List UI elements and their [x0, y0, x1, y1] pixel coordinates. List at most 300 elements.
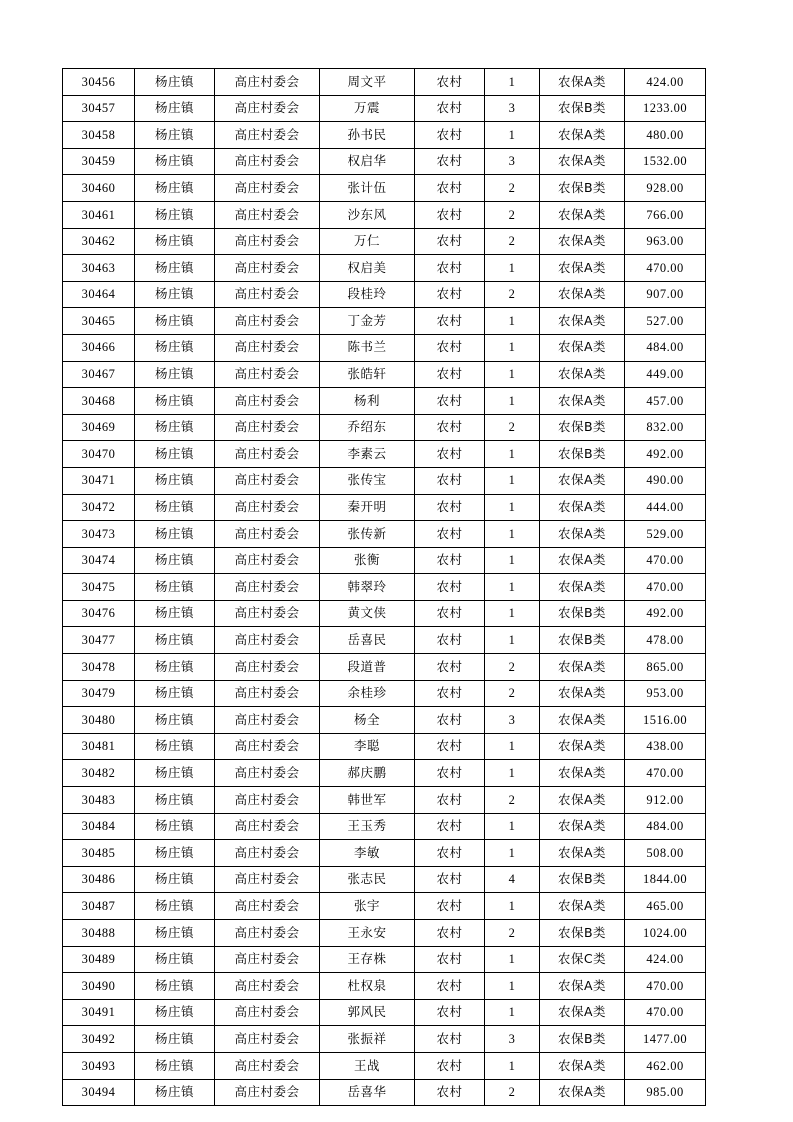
cell-town: 杨庄镇 — [135, 1079, 215, 1106]
cell-people: 1 — [485, 255, 540, 282]
cell-people: 1 — [485, 334, 540, 361]
cell-amount: 1024.00 — [625, 920, 706, 947]
cell-village: 高庄村委会 — [215, 494, 320, 521]
cell-village: 高庄村委会 — [215, 175, 320, 202]
cell-amount: 444.00 — [625, 494, 706, 521]
table-row — [63, 893, 706, 920]
cell-household-type: 农村 — [415, 547, 485, 574]
cell-category: 农保A类 — [540, 680, 625, 707]
cell-people: 1 — [485, 760, 540, 787]
table-row — [63, 361, 706, 388]
cell-household-type: 农村 — [415, 175, 485, 202]
cell-name: 岳喜民 — [320, 627, 415, 654]
cell-people: 1 — [485, 122, 540, 149]
cell-town: 杨庄镇 — [135, 920, 215, 947]
cell-category: 农保A类 — [540, 999, 625, 1026]
cell-amount: 1532.00 — [625, 148, 706, 175]
cell-people: 1 — [485, 1052, 540, 1079]
cell-village: 高庄村委会 — [215, 866, 320, 893]
cell-name: 段道普 — [320, 654, 415, 681]
table-row — [63, 707, 706, 734]
cell-category: 农保B类 — [540, 441, 625, 468]
table-row — [63, 574, 706, 601]
cell-people: 1 — [485, 494, 540, 521]
cell-name: 王永安 — [320, 920, 415, 947]
cell-people: 1 — [485, 627, 540, 654]
cell-town: 杨庄镇 — [135, 600, 215, 627]
cell-name: 李敏 — [320, 840, 415, 867]
table-row — [63, 255, 706, 282]
cell-household-type: 农村 — [415, 707, 485, 734]
cell-people: 1 — [485, 69, 540, 96]
cell-name: 杜权泉 — [320, 973, 415, 1000]
cell-village: 高庄村委会 — [215, 787, 320, 814]
cell-people: 1 — [485, 441, 540, 468]
table-row — [63, 760, 706, 787]
cell-id: 30471 — [63, 467, 135, 494]
cell-amount: 912.00 — [625, 787, 706, 814]
cell-category: 农保B类 — [540, 866, 625, 893]
cell-name: 张传宝 — [320, 467, 415, 494]
cell-amount: 470.00 — [625, 760, 706, 787]
cell-household-type: 农村 — [415, 654, 485, 681]
cell-household-type: 农村 — [415, 122, 485, 149]
table-row — [63, 1026, 706, 1053]
subsidy-table — [62, 68, 706, 1106]
cell-category: 农保A类 — [540, 574, 625, 601]
cell-household-type: 农村 — [415, 946, 485, 973]
table-row — [63, 866, 706, 893]
cell-id: 30479 — [63, 680, 135, 707]
cell-town: 杨庄镇 — [135, 707, 215, 734]
cell-household-type: 农村 — [415, 787, 485, 814]
cell-people: 1 — [485, 733, 540, 760]
table-row — [63, 733, 706, 760]
cell-household-type: 农村 — [415, 281, 485, 308]
cell-amount: 484.00 — [625, 334, 706, 361]
cell-category: 农保A类 — [540, 893, 625, 920]
cell-id: 30486 — [63, 866, 135, 893]
cell-id: 30462 — [63, 228, 135, 255]
cell-amount: 492.00 — [625, 441, 706, 468]
cell-household-type: 农村 — [415, 95, 485, 122]
cell-household-type: 农村 — [415, 201, 485, 228]
cell-town: 杨庄镇 — [135, 441, 215, 468]
cell-household-type: 农村 — [415, 334, 485, 361]
cell-amount: 478.00 — [625, 627, 706, 654]
cell-id: 30482 — [63, 760, 135, 787]
cell-amount: 470.00 — [625, 999, 706, 1026]
cell-village: 高庄村委会 — [215, 574, 320, 601]
cell-town: 杨庄镇 — [135, 281, 215, 308]
cell-amount: 1477.00 — [625, 1026, 706, 1053]
cell-category: 农保C类 — [540, 946, 625, 973]
cell-people: 3 — [485, 707, 540, 734]
cell-town: 杨庄镇 — [135, 201, 215, 228]
cell-id: 30488 — [63, 920, 135, 947]
cell-people: 2 — [485, 414, 540, 441]
cell-household-type: 农村 — [415, 441, 485, 468]
cell-name: 郝庆鹏 — [320, 760, 415, 787]
cell-amount: 985.00 — [625, 1079, 706, 1106]
cell-amount: 907.00 — [625, 281, 706, 308]
cell-category: 农保A类 — [540, 707, 625, 734]
cell-people: 1 — [485, 813, 540, 840]
cell-people: 1 — [485, 361, 540, 388]
cell-amount: 865.00 — [625, 654, 706, 681]
table-row — [63, 920, 706, 947]
cell-category: 农保A类 — [540, 840, 625, 867]
cell-town: 杨庄镇 — [135, 1052, 215, 1079]
cell-category: 农保B类 — [540, 414, 625, 441]
table-row — [63, 175, 706, 202]
cell-household-type: 农村 — [415, 840, 485, 867]
cell-village: 高庄村委会 — [215, 281, 320, 308]
cell-village: 高庄村委会 — [215, 920, 320, 947]
cell-id: 30466 — [63, 334, 135, 361]
cell-amount: 462.00 — [625, 1052, 706, 1079]
cell-town: 杨庄镇 — [135, 467, 215, 494]
cell-id: 30475 — [63, 574, 135, 601]
cell-town: 杨庄镇 — [135, 308, 215, 335]
table-row — [63, 840, 706, 867]
cell-id: 30474 — [63, 547, 135, 574]
cell-village: 高庄村委会 — [215, 414, 320, 441]
cell-town: 杨庄镇 — [135, 866, 215, 893]
cell-household-type: 农村 — [415, 521, 485, 548]
cell-people: 3 — [485, 1026, 540, 1053]
cell-name: 万仁 — [320, 228, 415, 255]
cell-name: 王战 — [320, 1052, 415, 1079]
cell-town: 杨庄镇 — [135, 521, 215, 548]
cell-category: 农保A类 — [540, 122, 625, 149]
cell-town: 杨庄镇 — [135, 680, 215, 707]
cell-town: 杨庄镇 — [135, 840, 215, 867]
cell-people: 3 — [485, 148, 540, 175]
cell-town: 杨庄镇 — [135, 69, 215, 96]
cell-name: 陈书兰 — [320, 334, 415, 361]
cell-town: 杨庄镇 — [135, 893, 215, 920]
cell-id: 30477 — [63, 627, 135, 654]
cell-village: 高庄村委会 — [215, 441, 320, 468]
cell-village: 高庄村委会 — [215, 228, 320, 255]
table-row — [63, 521, 706, 548]
cell-village: 高庄村委会 — [215, 148, 320, 175]
table-row — [63, 308, 706, 335]
table-row — [63, 388, 706, 415]
table-row — [63, 946, 706, 973]
cell-amount: 424.00 — [625, 946, 706, 973]
cell-id: 30494 — [63, 1079, 135, 1106]
cell-village: 高庄村委会 — [215, 654, 320, 681]
cell-people: 2 — [485, 920, 540, 947]
cell-town: 杨庄镇 — [135, 148, 215, 175]
cell-amount: 438.00 — [625, 733, 706, 760]
cell-people: 1 — [485, 467, 540, 494]
cell-household-type: 农村 — [415, 1026, 485, 1053]
cell-people: 1 — [485, 308, 540, 335]
table-row — [63, 148, 706, 175]
cell-town: 杨庄镇 — [135, 414, 215, 441]
cell-name: 李素云 — [320, 441, 415, 468]
cell-id: 30461 — [63, 201, 135, 228]
cell-amount: 465.00 — [625, 893, 706, 920]
cell-village: 高庄村委会 — [215, 999, 320, 1026]
cell-village: 高庄村委会 — [215, 813, 320, 840]
cell-name: 张计伍 — [320, 175, 415, 202]
cell-amount: 470.00 — [625, 973, 706, 1000]
cell-amount: 832.00 — [625, 414, 706, 441]
cell-category: 农保A类 — [540, 521, 625, 548]
cell-category: 农保A类 — [540, 654, 625, 681]
cell-town: 杨庄镇 — [135, 574, 215, 601]
cell-town: 杨庄镇 — [135, 946, 215, 973]
cell-village: 高庄村委会 — [215, 521, 320, 548]
cell-town: 杨庄镇 — [135, 228, 215, 255]
cell-name: 余桂珍 — [320, 680, 415, 707]
cell-name: 张衡 — [320, 547, 415, 574]
cell-people: 1 — [485, 574, 540, 601]
cell-category: 农保A类 — [540, 255, 625, 282]
cell-people: 2 — [485, 175, 540, 202]
cell-name: 韩世军 — [320, 787, 415, 814]
cell-amount: 449.00 — [625, 361, 706, 388]
cell-people: 2 — [485, 228, 540, 255]
cell-village: 高庄村委会 — [215, 627, 320, 654]
cell-id: 30473 — [63, 521, 135, 548]
cell-household-type: 农村 — [415, 494, 485, 521]
cell-town: 杨庄镇 — [135, 787, 215, 814]
cell-id: 30457 — [63, 95, 135, 122]
cell-name: 权启美 — [320, 255, 415, 282]
table-row — [63, 1079, 706, 1106]
cell-people: 3 — [485, 95, 540, 122]
cell-village: 高庄村委会 — [215, 946, 320, 973]
cell-town: 杨庄镇 — [135, 627, 215, 654]
cell-household-type: 农村 — [415, 148, 485, 175]
cell-name: 岳喜华 — [320, 1079, 415, 1106]
cell-category: 农保A类 — [540, 1052, 625, 1079]
cell-name: 张传新 — [320, 521, 415, 548]
cell-id: 30472 — [63, 494, 135, 521]
table-row — [63, 627, 706, 654]
cell-household-type: 农村 — [415, 574, 485, 601]
cell-id: 30478 — [63, 654, 135, 681]
cell-town: 杨庄镇 — [135, 122, 215, 149]
cell-amount: 480.00 — [625, 122, 706, 149]
cell-name: 张志民 — [320, 866, 415, 893]
cell-town: 杨庄镇 — [135, 494, 215, 521]
cell-id: 30490 — [63, 973, 135, 1000]
cell-id: 30464 — [63, 281, 135, 308]
table-row — [63, 201, 706, 228]
cell-household-type: 农村 — [415, 760, 485, 787]
cell-household-type: 农村 — [415, 467, 485, 494]
cell-town: 杨庄镇 — [135, 175, 215, 202]
table-row — [63, 547, 706, 574]
cell-people: 1 — [485, 521, 540, 548]
cell-name: 张皓轩 — [320, 361, 415, 388]
cell-name: 李聪 — [320, 733, 415, 760]
table-row — [63, 787, 706, 814]
cell-town: 杨庄镇 — [135, 999, 215, 1026]
cell-category: 农保A类 — [540, 201, 625, 228]
table-row — [63, 813, 706, 840]
cell-village: 高庄村委会 — [215, 467, 320, 494]
cell-name: 黄文侠 — [320, 600, 415, 627]
cell-village: 高庄村委会 — [215, 1052, 320, 1079]
cell-id: 30492 — [63, 1026, 135, 1053]
cell-id: 30469 — [63, 414, 135, 441]
cell-id: 30470 — [63, 441, 135, 468]
cell-village: 高庄村委会 — [215, 95, 320, 122]
table-row — [63, 334, 706, 361]
cell-name: 沙东风 — [320, 201, 415, 228]
cell-household-type: 农村 — [415, 866, 485, 893]
cell-amount: 766.00 — [625, 201, 706, 228]
table-row — [63, 1052, 706, 1079]
cell-amount: 928.00 — [625, 175, 706, 202]
cell-household-type: 农村 — [415, 680, 485, 707]
cell-household-type: 农村 — [415, 69, 485, 96]
cell-village: 高庄村委会 — [215, 547, 320, 574]
cell-people: 1 — [485, 840, 540, 867]
cell-name: 张振祥 — [320, 1026, 415, 1053]
cell-amount: 963.00 — [625, 228, 706, 255]
cell-id: 30487 — [63, 893, 135, 920]
cell-category: 农保B类 — [540, 600, 625, 627]
cell-category: 农保A类 — [540, 467, 625, 494]
cell-village: 高庄村委会 — [215, 600, 320, 627]
cell-people: 4 — [485, 866, 540, 893]
cell-town: 杨庄镇 — [135, 973, 215, 1000]
table-body — [63, 69, 706, 1106]
cell-id: 30458 — [63, 122, 135, 149]
cell-household-type: 农村 — [415, 414, 485, 441]
cell-town: 杨庄镇 — [135, 813, 215, 840]
cell-town: 杨庄镇 — [135, 255, 215, 282]
cell-amount: 457.00 — [625, 388, 706, 415]
cell-village: 高庄村委会 — [215, 973, 320, 1000]
cell-village: 高庄村委会 — [215, 388, 320, 415]
cell-name: 万震 — [320, 95, 415, 122]
cell-household-type: 农村 — [415, 733, 485, 760]
cell-village: 高庄村委会 — [215, 733, 320, 760]
table-row — [63, 973, 706, 1000]
cell-household-type: 农村 — [415, 388, 485, 415]
cell-amount: 484.00 — [625, 813, 706, 840]
cell-household-type: 农村 — [415, 600, 485, 627]
cell-village: 高庄村委会 — [215, 840, 320, 867]
cell-id: 30489 — [63, 946, 135, 973]
cell-name: 郭风民 — [320, 999, 415, 1026]
cell-town: 杨庄镇 — [135, 95, 215, 122]
table-row — [63, 122, 706, 149]
cell-amount: 470.00 — [625, 574, 706, 601]
cell-name: 张宇 — [320, 893, 415, 920]
cell-category: 农保B类 — [540, 175, 625, 202]
cell-id: 30467 — [63, 361, 135, 388]
table-row — [63, 494, 706, 521]
cell-amount: 508.00 — [625, 840, 706, 867]
cell-id: 30460 — [63, 175, 135, 202]
table-row — [63, 414, 706, 441]
cell-town: 杨庄镇 — [135, 654, 215, 681]
cell-category: 农保A类 — [540, 813, 625, 840]
cell-amount: 527.00 — [625, 308, 706, 335]
table-row — [63, 600, 706, 627]
cell-household-type: 农村 — [415, 627, 485, 654]
cell-amount: 424.00 — [625, 69, 706, 96]
cell-people: 2 — [485, 1079, 540, 1106]
cell-amount: 1844.00 — [625, 866, 706, 893]
cell-category: 农保A类 — [540, 787, 625, 814]
cell-category: 农保A类 — [540, 308, 625, 335]
cell-id: 30459 — [63, 148, 135, 175]
cell-category: 农保B类 — [540, 95, 625, 122]
cell-category: 农保A类 — [540, 547, 625, 574]
table-row — [63, 680, 706, 707]
cell-household-type: 农村 — [415, 920, 485, 947]
cell-town: 杨庄镇 — [135, 361, 215, 388]
cell-household-type: 农村 — [415, 361, 485, 388]
cell-town: 杨庄镇 — [135, 388, 215, 415]
cell-amount: 492.00 — [625, 600, 706, 627]
cell-name: 周文平 — [320, 69, 415, 96]
cell-household-type: 农村 — [415, 1079, 485, 1106]
cell-category: 农保A类 — [540, 494, 625, 521]
cell-id: 30456 — [63, 69, 135, 96]
cell-town: 杨庄镇 — [135, 334, 215, 361]
cell-household-type: 农村 — [415, 999, 485, 1026]
cell-household-type: 农村 — [415, 973, 485, 1000]
cell-category: 农保A类 — [540, 361, 625, 388]
cell-id: 30485 — [63, 840, 135, 867]
cell-village: 高庄村委会 — [215, 334, 320, 361]
cell-name: 王玉秀 — [320, 813, 415, 840]
cell-amount: 953.00 — [625, 680, 706, 707]
cell-people: 1 — [485, 893, 540, 920]
cell-category: 农保B类 — [540, 1026, 625, 1053]
cell-amount: 529.00 — [625, 521, 706, 548]
cell-household-type: 农村 — [415, 255, 485, 282]
table-row — [63, 228, 706, 255]
cell-id: 30480 — [63, 707, 135, 734]
cell-household-type: 农村 — [415, 1052, 485, 1079]
cell-category: 农保A类 — [540, 228, 625, 255]
cell-village: 高庄村委会 — [215, 361, 320, 388]
cell-people: 2 — [485, 654, 540, 681]
cell-people: 2 — [485, 281, 540, 308]
table-row — [63, 95, 706, 122]
cell-people: 2 — [485, 680, 540, 707]
cell-category: 农保A类 — [540, 733, 625, 760]
cell-id: 30484 — [63, 813, 135, 840]
cell-id: 30465 — [63, 308, 135, 335]
cell-category: 农保B类 — [540, 920, 625, 947]
cell-people: 1 — [485, 999, 540, 1026]
cell-household-type: 农村 — [415, 308, 485, 335]
cell-people: 1 — [485, 547, 540, 574]
cell-name: 孙书民 — [320, 122, 415, 149]
cell-name: 杨利 — [320, 388, 415, 415]
cell-village: 高庄村委会 — [215, 760, 320, 787]
cell-category: 农保A类 — [540, 281, 625, 308]
cell-people: 1 — [485, 946, 540, 973]
cell-category: 农保A类 — [540, 388, 625, 415]
cell-id: 30463 — [63, 255, 135, 282]
cell-people: 1 — [485, 388, 540, 415]
